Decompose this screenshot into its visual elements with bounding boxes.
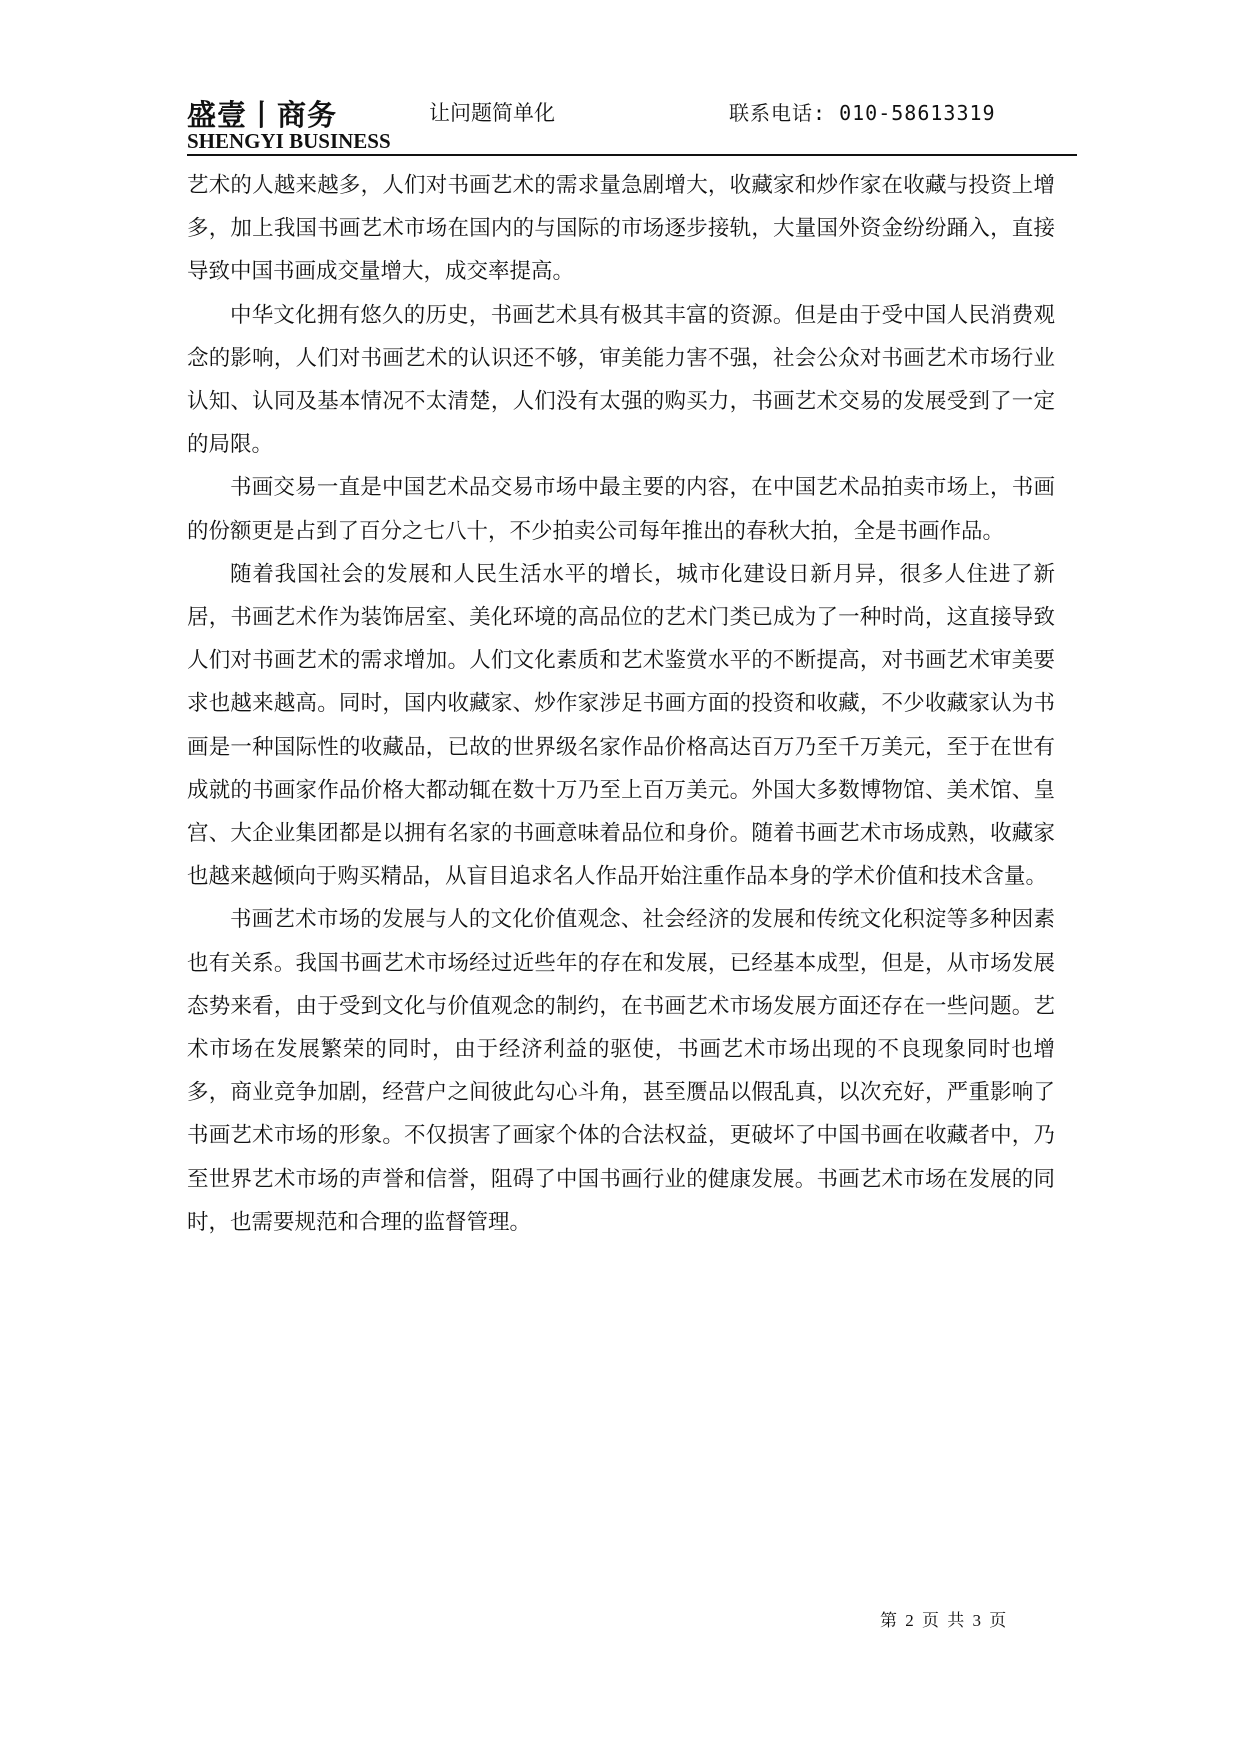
brand-name-chinese: 盛壹丨商务	[187, 98, 338, 132]
header-divider	[187, 154, 1077, 156]
paragraph: 随着我国社会的发展和人民生活水平的增长，城市化建设日新月异，很多人住进了新居，书画艺术作为装饰居室、美化环境的高品位的艺术门类已成为了一种时尚，这直接导致人们对书画艺术的需求增加。人们文化素质和艺术鉴赏水平的不断提高，对书画艺术审美要求也越来越高。同时，国内收藏家、炒作家涉足书画方面的投资和收藏，不少收藏家认为书画是一种国际性的收藏品，已故的世界级名家作品价格高达百万乃至千万美元，至于在世有成就的书画家作品价格大都动辄在数十万乃至上百万美元。外国大多数博物馆、美术馆、皇宫、大企业集团都是以拥有名家的书画意味着品位和身价。随着书画艺术市场成熟，收藏家也越来越倾向于购买精品，从盲目追求名人作品开始注重作品本身的学术价值和技术含量。	[187, 561, 1055, 890]
brand-name-english: SHENGYI BUSINESS	[187, 129, 391, 153]
document-body	[187, 164, 1055, 1244]
page-number: 第 2 页 共 3 页	[880, 1611, 1009, 1630]
paragraph: 书画交易一直是中国艺术品交易市场中最主要的内容，在中国艺术品拍卖市场上，书画的份额更是占到了百分之七八十，不少拍卖公司每年推出的春秋大拍，全是书画作品。	[187, 475, 1055, 544]
paragraph: 中华文化拥有悠久的历史，书画艺术具有极其丰富的资源。但是由于受中国人民消费观念的影响，人们对书画艺术的认识还不够，审美能力害不强，社会公众对书画艺术市场行业认知、认同及基本情况不太清楚，人们没有太强的购买力，书画艺术交易的发展受到了一定的局限。	[187, 302, 1055, 458]
page-header	[187, 88, 1077, 156]
header-slogan: 让问题简单化	[429, 101, 555, 125]
paragraph: 书画艺术市场的发展与人的文化价值观念、社会经济的发展和传统文化积淀等多种因素也有关系。我国书画艺术市场经过近些年的存在和发展，已经基本成型，但是，从市场发展态势来看，由于受到文化与价值观念的制约，在书画艺术市场发展方面还存在一些问题。艺术市场在发展繁荣的同时，由于经济利益的驱使，书画艺术市场出现的不良现象同时也增多，商业竞争加剧，经营户之间彼此勾心斗角，甚至赝品以假乱真，以次充好，严重影响了书画艺术市场的形象。不仅损害了画家个体的合法权益，更破坏了中国书画在收藏者中，乃至世界艺术市场的声誉和信誉，阻碍了中国书画行业的健康发展。书画艺术市场在发展的同时，也需要规范和合理的监督管理。	[187, 907, 1055, 1235]
contact-phone: 联系电话: 010-58613319	[729, 101, 996, 125]
paragraph-continued: 艺术的人越来越多，人们对书画艺术的需求量急剧增大，收藏家和炒作家在收藏与投资上增多，加上我国书画艺术市场在国内的与国际的市场逐步接轨，大量国外资金纷纷踊入，直接导致中国书画成交量增大，成交率提高。	[187, 173, 1055, 285]
